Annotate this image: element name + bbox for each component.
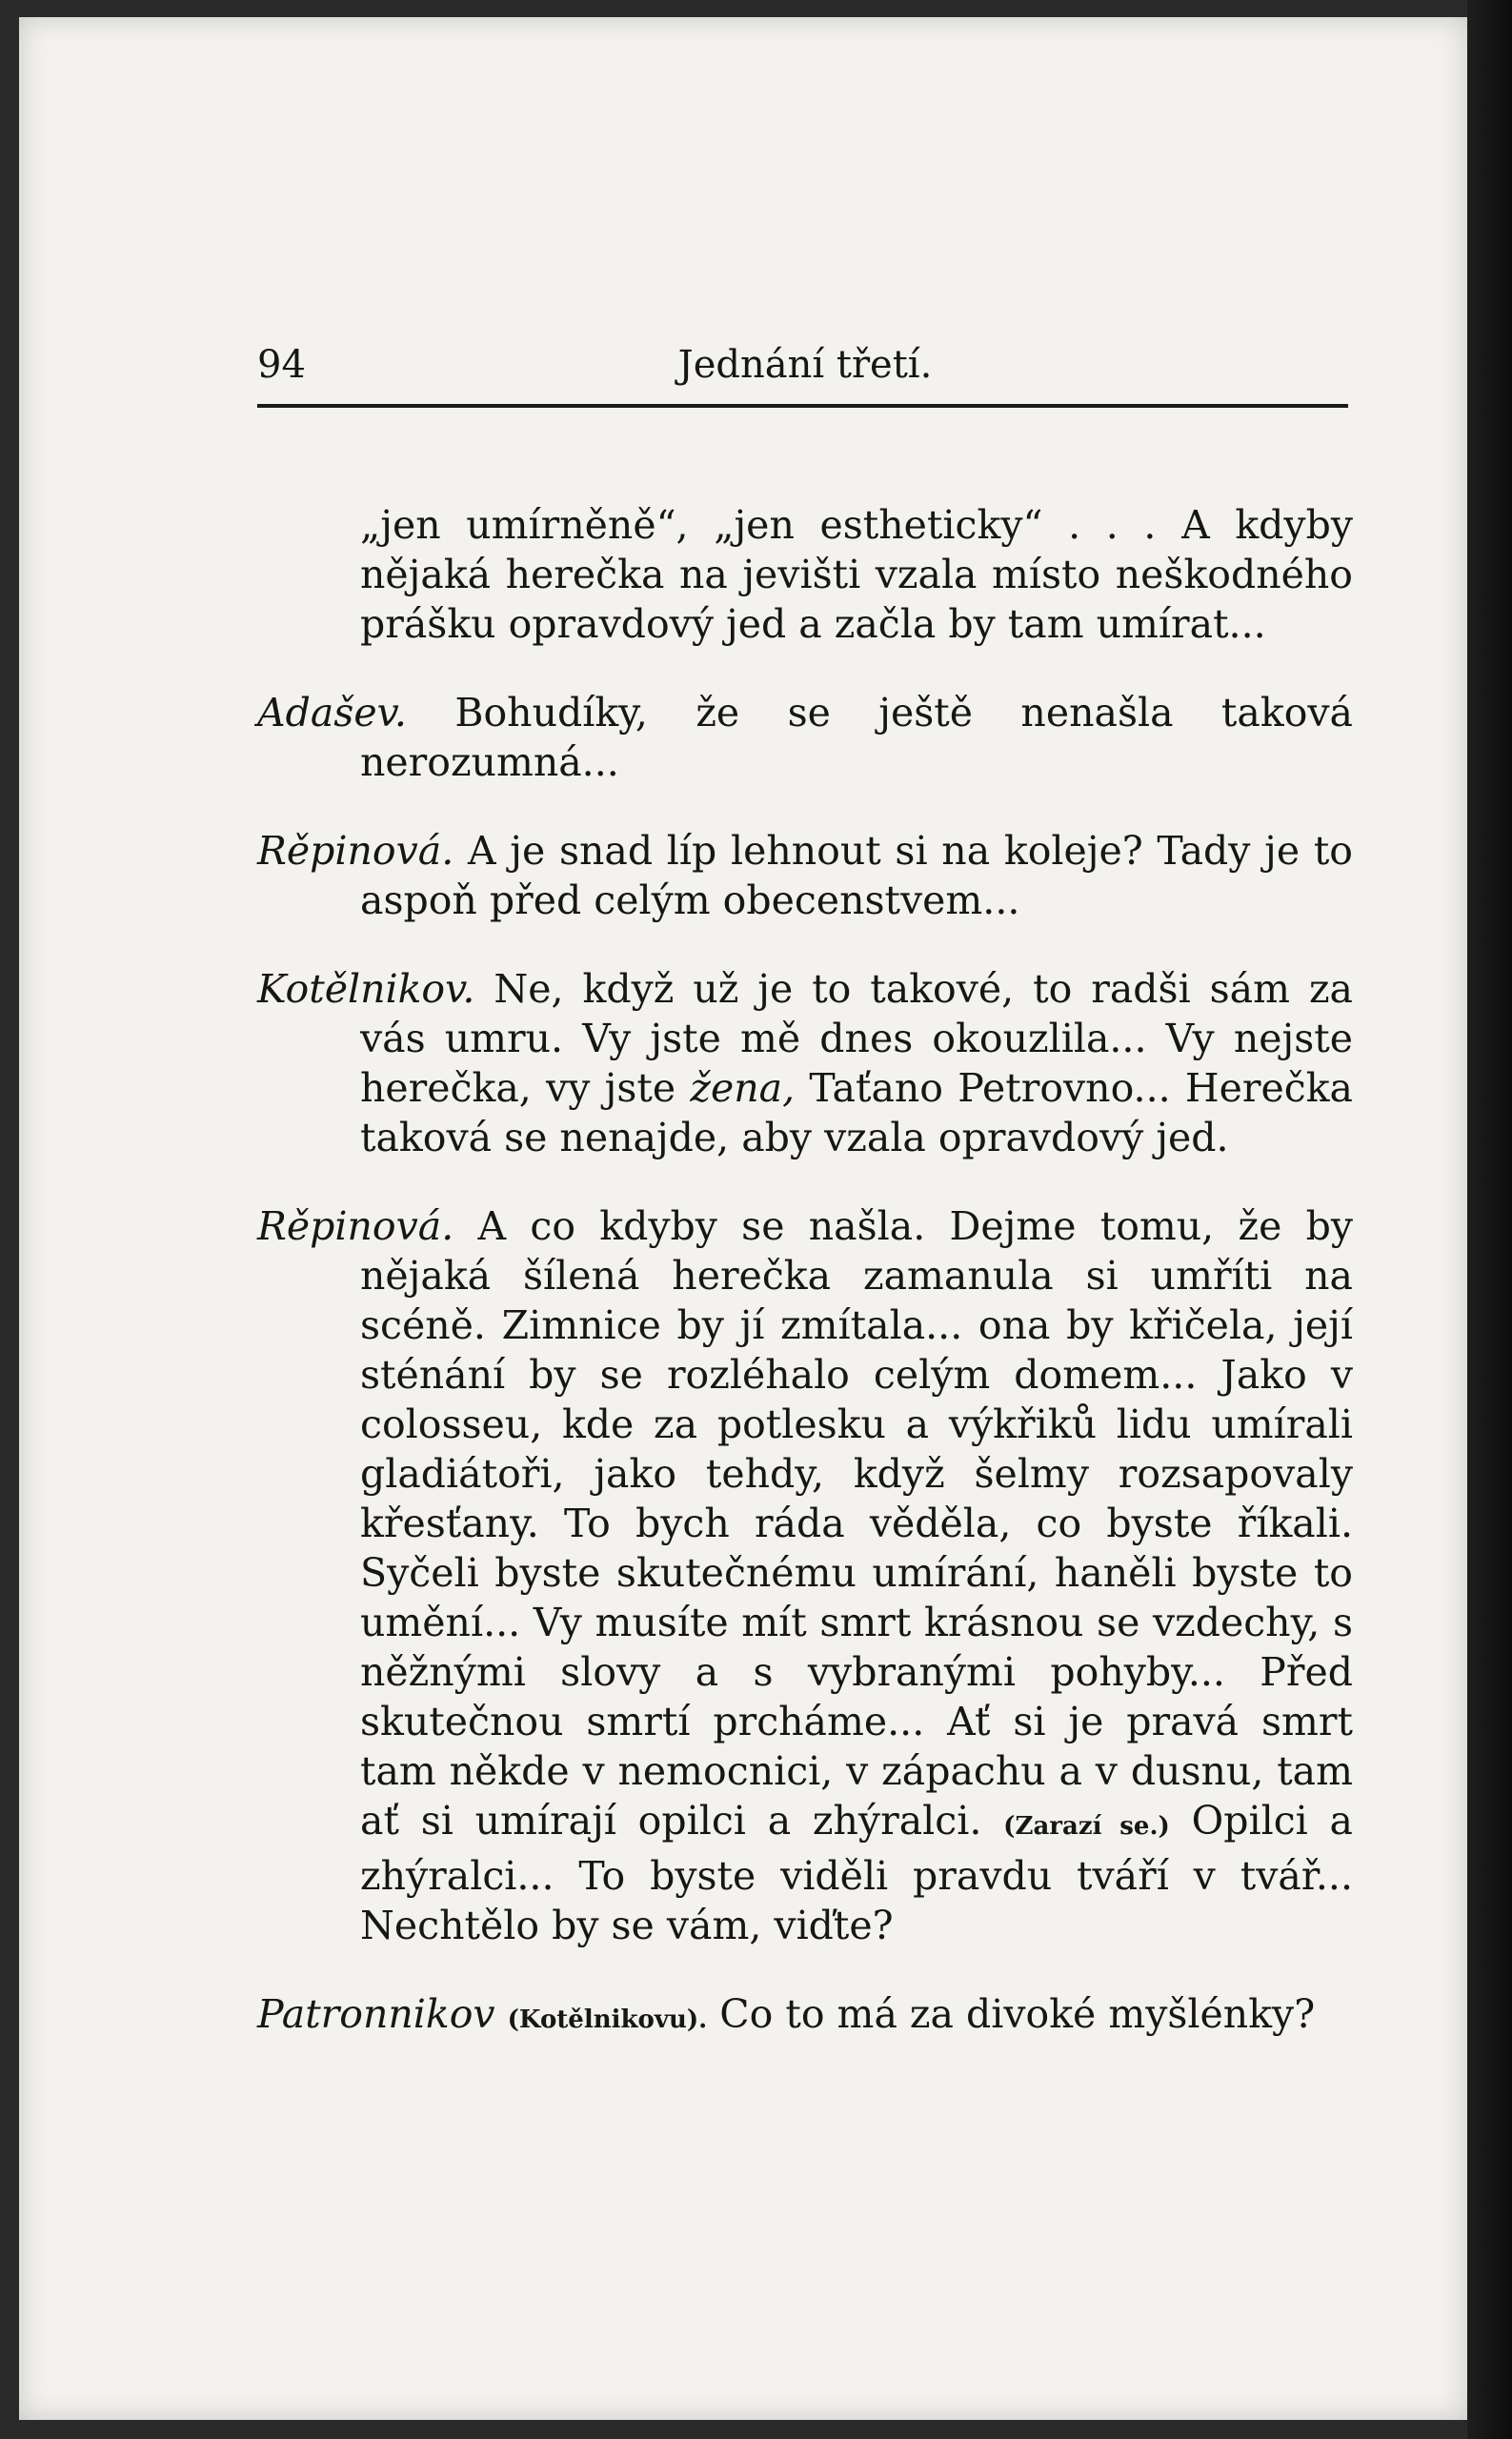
scan-edge — [1467, 0, 1512, 2439]
page-text — [257, 461, 1353, 2060]
emphasized-word: žena, — [690, 1065, 796, 1111]
speaker-name: Patronnikov — [257, 1991, 495, 2037]
header-rule — [257, 404, 1348, 408]
page-number: 94 — [257, 343, 306, 387]
dialogue-patronnikov — [257, 1989, 1353, 2045]
stage-direction: (Zarazí se.) — [1003, 1812, 1170, 1841]
dialogue-repinova-1 — [257, 826, 1353, 925]
dialogue-text: A co kdyby se našla. Dejme tomu, že by nějaká šílená herečka zamanula si umříti na scéně. Zimnice by jí zmítala... ona by křičela, její sténání by se rozléhalo celým domem... Jako v colosseu, kde za potlesku a výkřiků lidu umírali gladiátoři, jako tehdy, když šelmy rozsapovaly křesťany. To bych ráda věděla, co byste říkali. Syčeli byste skutečnému umírání, haněli byste to umění... Vy musíte mít smrt krásnou se vzdechy, s něžnými slovy a s vybranými pohyby... Před skutečnou smrtí prcháme... Ať si je pravá smrt tam někde v nemocnici, v zápachu a v dusnu, tam ať si umírají opilci a zhýralci. — [360, 1203, 1353, 1844]
speaker-name: Rěpinová. — [257, 828, 454, 874]
dialogue-kotelnikov — [257, 964, 1353, 1162]
paragraph-text: „jen umírněně“, „jen estheticky“ . . . A kdyby nějaká herečka na jevišti vzala místo neškodného prášku opravdový jed a začla by tam umírat... — [360, 502, 1353, 647]
dialogue-text: Opilci a zhýralci... To byste viděli pravdu tváří v tvář... Nechtělo by se vám, viďte? — [360, 1798, 1353, 1948]
dialogue-adasev — [257, 688, 1353, 787]
paragraph-continuation — [257, 500, 1353, 649]
page-header — [257, 343, 1353, 396]
stage-direction: (Kotělnikovu). — [507, 2006, 708, 2034]
dialogue-text: A je snad líp lehnout si na koleje? Tady je to aspoň před celým obecenstvem... — [360, 828, 1353, 923]
dialogue-text: Co to má za divoké myšlénky? — [719, 1991, 1316, 2037]
dialogue-text: Ne, když už je to takové, to radši sám za vás umru. Vy jste mě dnes okouzlila... Vy nejste herečka, vy jste — [360, 966, 1353, 1111]
speaker-name: Adašev. — [257, 690, 407, 736]
dialogue-repinova-2 — [257, 1201, 1353, 1950]
speaker-name: Kotělnikov. — [257, 966, 475, 1012]
dialogue-text: Taťano Petrovno... Herečka taková se nenajde, aby vzala opravdový jed. — [360, 1065, 1353, 1160]
dialogue-text: Bohudíky, že se ještě nenašla taková nerozumná... — [360, 690, 1353, 785]
speaker-name: Rěpinová. — [257, 1203, 454, 1249]
running-title: Jednání třetí. — [677, 343, 933, 387]
